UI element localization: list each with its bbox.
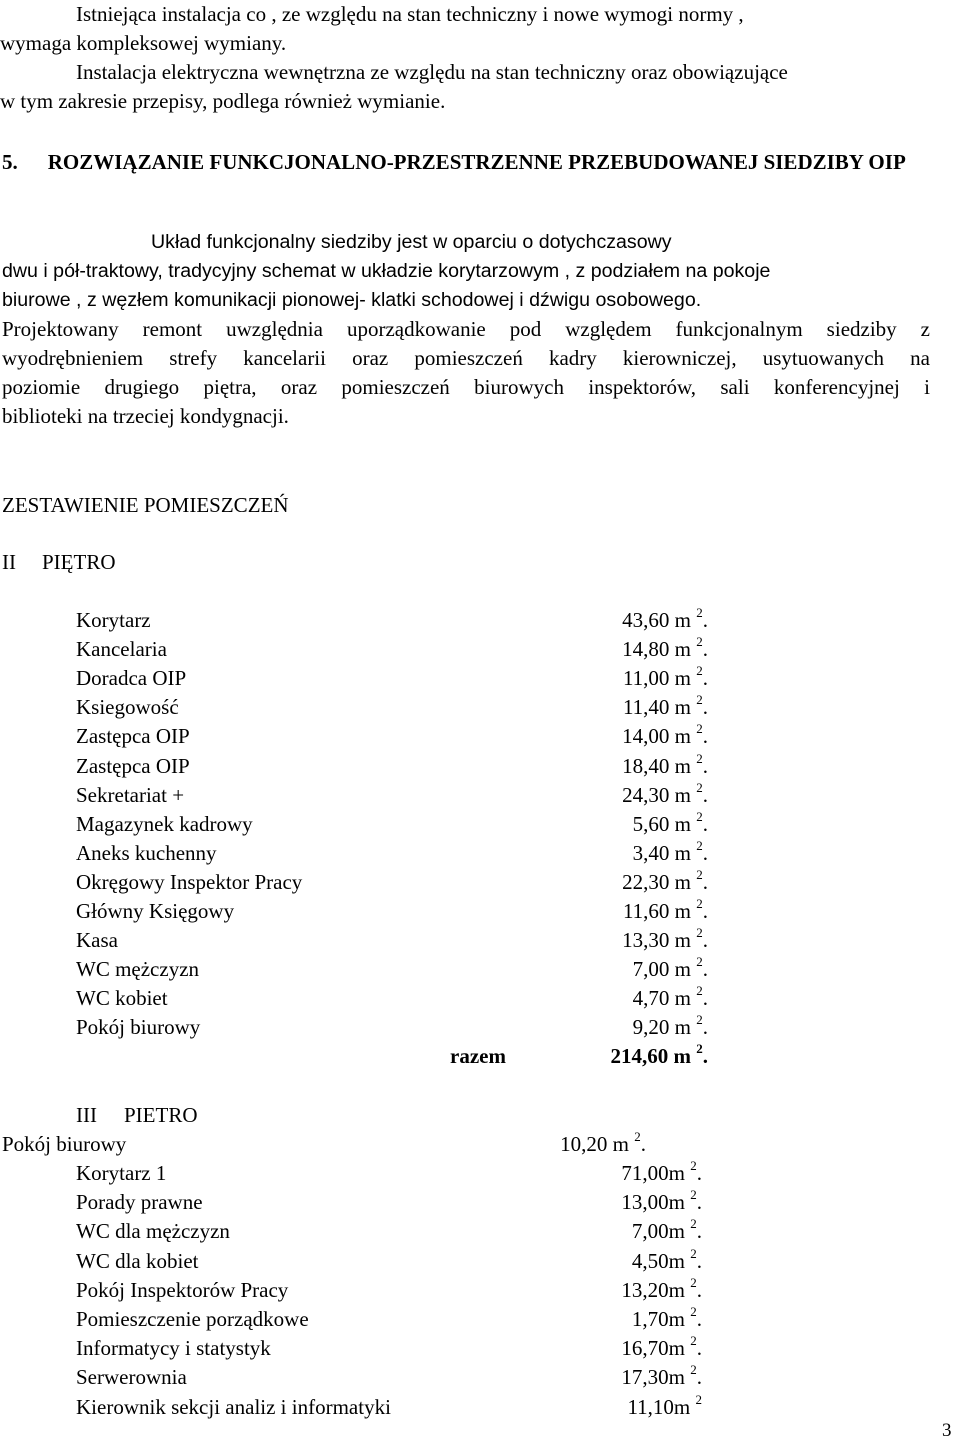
room-area: 16,70m $^2$. [621, 1333, 702, 1361]
room-name: Główny Księgowy [76, 899, 235, 923]
room-name: Porady prawne [76, 1190, 203, 1215]
room-name: Doradca OIP [76, 666, 187, 691]
section-title: ROZWIĄZANIE FUNKCJONALNO-PRZESTRZENNE PRZEBUDOWANEJ SIEDZIBY OIP [47, 150, 906, 174]
room-name: Ksiegowość [76, 695, 179, 720]
floor3-roman: III [76, 1103, 97, 1127]
room-name: Kancelaria [76, 637, 167, 662]
room-name: Kasa [76, 928, 118, 953]
room-area: 4,50m $^2$. [631, 1245, 702, 1273]
description-line: poziomie drugiego piętra, oraz pomieszczeń biurowych inspektorów, sali konferencyjnej i [2, 375, 930, 399]
intro-line: Instalacja elektryczna wewnętrzna ze względu na stan techniczny oraz obowiązujące [76, 60, 788, 84]
room-name: Okręgowy Inspektor Pracy [76, 869, 303, 894]
room-area: 11,00 m $^2$. [622, 663, 708, 691]
room-row [0, 1158, 960, 1190]
total-value: 214,60 m $^2$. [610, 1041, 708, 1068]
room-name: Sekretariat + [76, 782, 185, 807]
description-line: wyodrębnieniem strefy kancelarii oraz pomieszczeń kadry kierowniczej, usytuowanych na [2, 346, 930, 370]
room-name: Informatycy i statystyk [76, 1336, 271, 1361]
description-line: Układ funkcjonalny siedziby jest w oparciu o dotychczasowy [151, 231, 672, 253]
room-name: Pokój biurowy [2, 1132, 127, 1156]
room-area: 3,40 m $^2$. [632, 837, 708, 865]
room-row [0, 1391, 960, 1424]
room-row [0, 1304, 960, 1336]
room-name: WC dla kobiet [76, 1248, 199, 1273]
room-area: 43,60 m $^2$. [622, 605, 708, 632]
room-name: Zastępca OIP [76, 724, 190, 749]
room-row [0, 1333, 960, 1365]
room-name: Korytarz 1 [76, 1161, 167, 1185]
room-row [0, 1187, 960, 1219]
room-area: 4,70 m $^2$. [632, 983, 708, 1011]
description-line: biblioteki na trzeciej kondygnacji. [2, 404, 289, 428]
room-area: 24,30 m $^2$. [622, 779, 708, 807]
room-area: 14,00 m $^2$. [622, 721, 708, 749]
room-name: WC kobiet [76, 986, 168, 1011]
room-name: Pokój Inspektorów Pracy [76, 1277, 289, 1302]
room-area: 10,20 m $^2$. [560, 1129, 646, 1156]
intro-line: wymaga kompleksowej wymiany. [0, 31, 287, 55]
room-name: Kierownik sekcji analiz i informatyki [76, 1394, 391, 1419]
description-line: biurowe , z węzłem komunikacji pionowej- klatki schodowej i dźwigu osobowego. [2, 289, 702, 311]
description-line: Projektowany remont uwzględnia uporządkowanie pod względem funkcjonalnym siedziby z [2, 317, 930, 341]
room-name: WC dla mężczyzn [76, 1219, 230, 1244]
intro-line: Istniejąca instalacja co , ze względu na stan techniczny i nowe wymogi normy , [76, 2, 744, 26]
room-name: Magazynek kadrowy [76, 811, 253, 836]
summary-heading: ZESTAWIENIE POMIESZCZEŃ [2, 493, 289, 517]
floor2-label: PIĘTRO [42, 550, 116, 574]
room-area: 7,00 m $^2$. [632, 954, 708, 982]
room-name: Korytarz [76, 608, 151, 632]
section-number: 5. [2, 150, 18, 174]
room-area: 13,30 m $^2$. [622, 925, 708, 953]
room-row [0, 1129, 960, 1161]
room-area: 9,20 m $^2$. [632, 1012, 708, 1040]
room-row [0, 1245, 960, 1278]
room-area: 14,80 m $^2$. [622, 634, 708, 662]
room-area: 71,00m $^2$. [621, 1158, 702, 1185]
room-name: Pokój biurowy [76, 1015, 201, 1040]
room-area: 1,70m $^2$. [631, 1304, 702, 1331]
room-area: 7,00m $^2$. [631, 1216, 702, 1244]
room-area: 18,40 m $^2$. [622, 750, 708, 778]
description-line: dwu i pół-traktowy, tradycyjny schemat w układzie korytarzowym , z podziałem na pokoje [2, 260, 771, 282]
room-row [0, 1274, 960, 1307]
room-area: 11,10m $^2$ [627, 1391, 702, 1419]
room-area: 5,60 m $^2$. [632, 808, 708, 836]
total-label: razem [450, 1044, 506, 1068]
room-area: 11,60 m $^2$. [622, 896, 708, 923]
room-row [0, 1216, 960, 1248]
intro-line: w tym zakresie przepisy, podlega również wymianie. [0, 89, 446, 113]
room-area: 11,40 m $^2$. [622, 692, 708, 720]
room-area: 22,30 m $^2$. [622, 866, 708, 894]
room-area: 13,20m $^2$. [621, 1274, 702, 1302]
room-row [0, 1362, 960, 1394]
room-name: Zastępca OIP [76, 753, 190, 778]
floor2-roman: II [2, 550, 16, 574]
room-name: Aneks kuchenny [76, 840, 217, 865]
page-number: 3 [942, 1420, 952, 1441]
room-name: WC mężczyzn [76, 957, 200, 982]
room-area: 13,00m $^2$. [621, 1187, 702, 1215]
room-area: 17,30m $^2$. [621, 1362, 702, 1390]
room-name: Pomieszczenie porządkowe [76, 1307, 309, 1331]
room-name: Serwerownia [76, 1365, 187, 1390]
floor3-label: PIETRO [124, 1103, 198, 1127]
